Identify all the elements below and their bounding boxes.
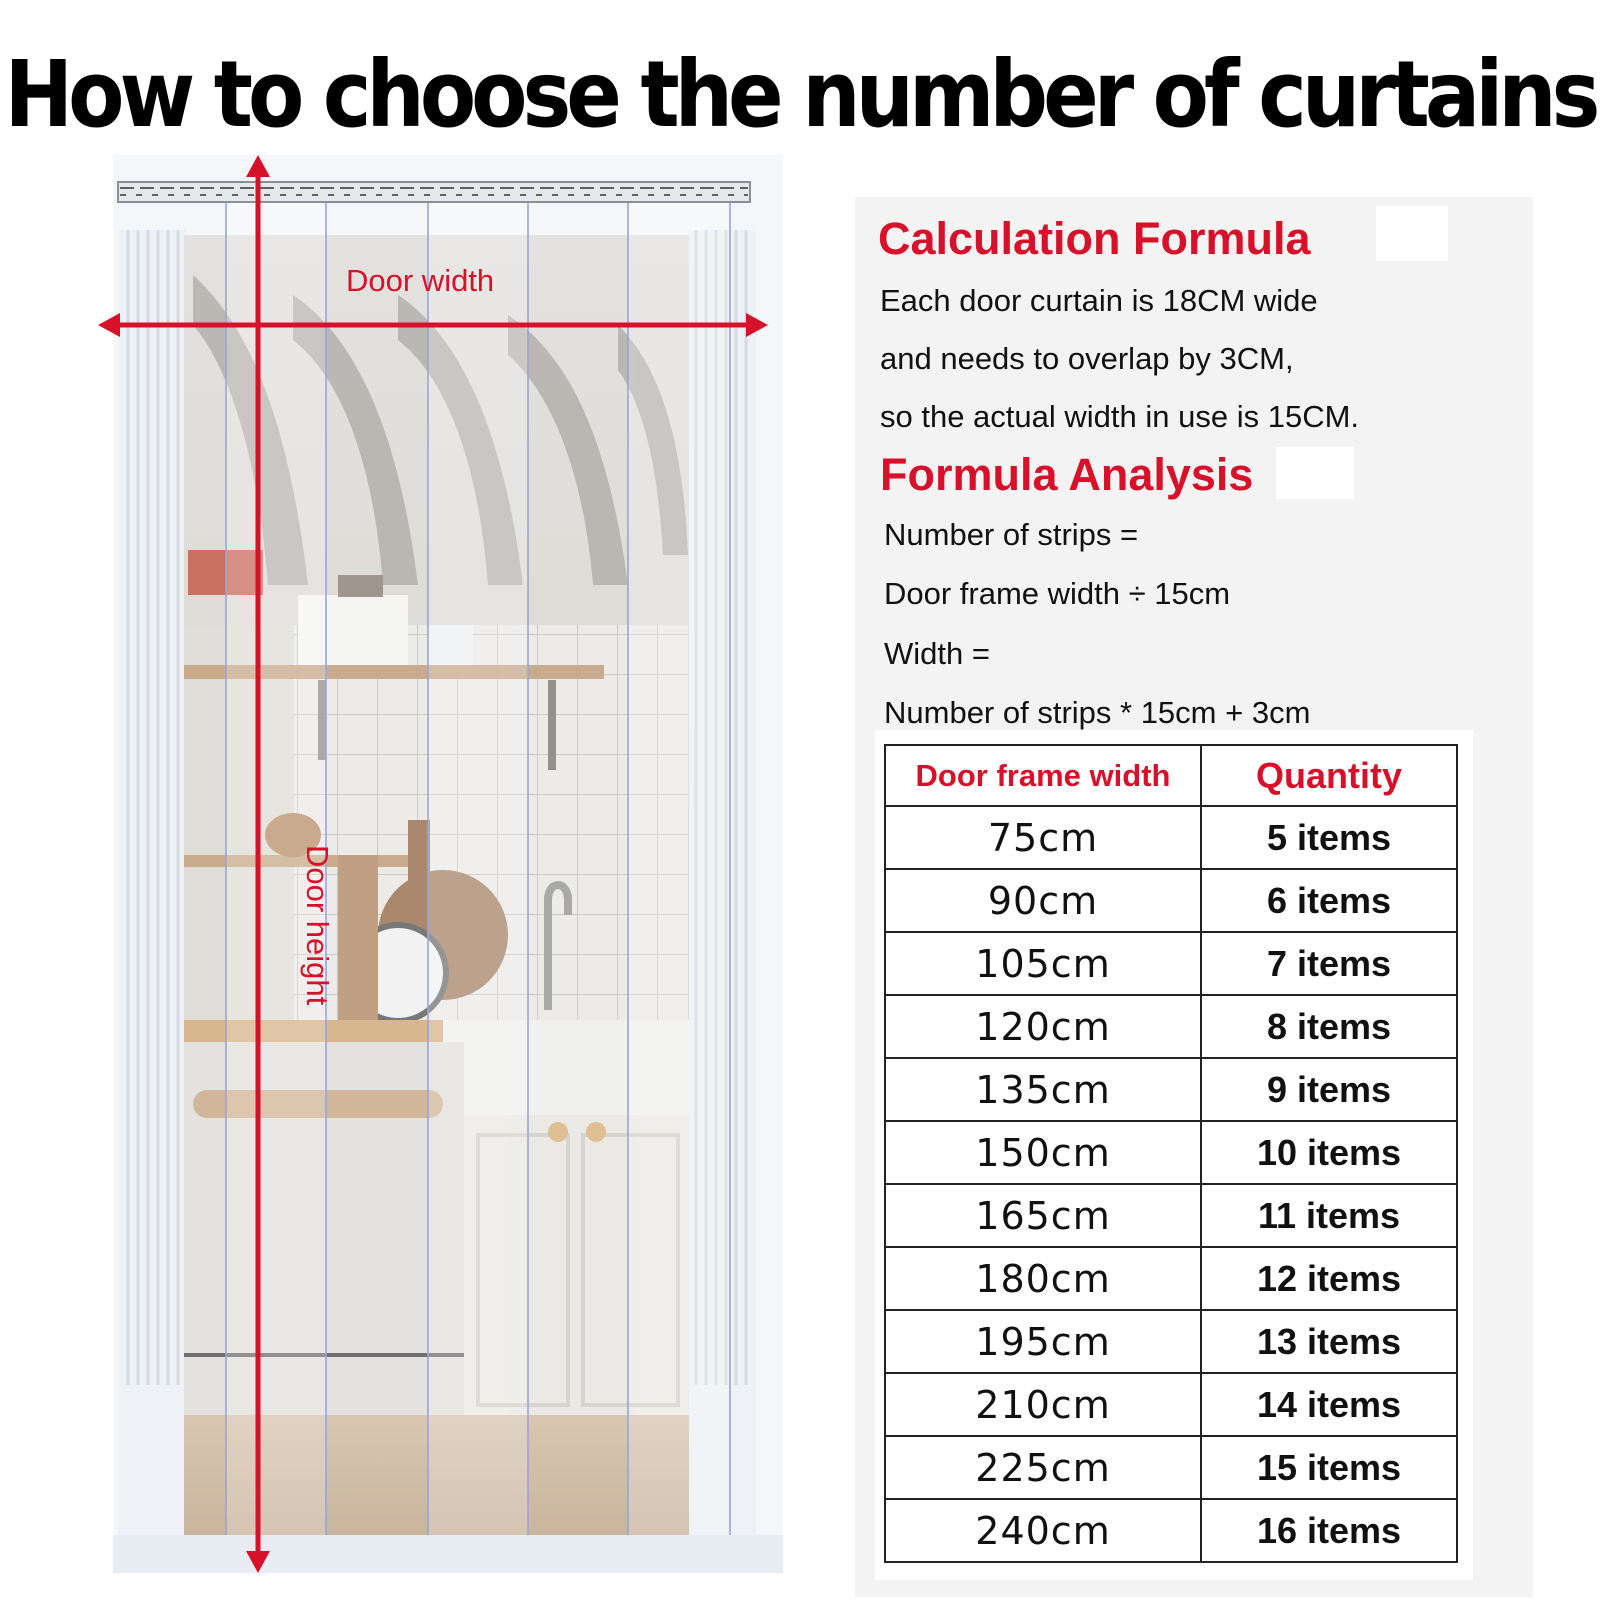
door-frame-width-cell: 195cm	[885, 1310, 1201, 1373]
door-frame-width-cell: 105cm	[885, 932, 1201, 995]
table-row	[885, 869, 1457, 932]
blank-patch	[1376, 206, 1448, 261]
quantity-cell: 7 items	[1201, 932, 1457, 995]
quantity-cell: 10 items	[1201, 1121, 1457, 1184]
table-row	[885, 932, 1457, 995]
quantity-cell: 15 items	[1201, 1436, 1457, 1499]
table-row	[885, 806, 1457, 869]
door-frame-width-cell: 135cm	[885, 1058, 1201, 1121]
header-door-frame-width: Door frame width	[885, 745, 1201, 806]
blank-patch	[1276, 447, 1354, 499]
table-row	[885, 1247, 1457, 1310]
door-frame-width-cell: 90cm	[885, 869, 1201, 932]
table-row	[885, 1184, 1457, 1247]
quantity-table	[884, 744, 1458, 1563]
quantity-cell: 14 items	[1201, 1373, 1457, 1436]
quantity-cell: 11 items	[1201, 1184, 1457, 1247]
analysis-line: Number of strips =	[884, 517, 1139, 552]
quantity-cell: 13 items	[1201, 1310, 1457, 1373]
header-quantity: Quantity	[1201, 745, 1457, 806]
table-header-row	[885, 745, 1457, 806]
calculation-line: Each door curtain is 18CM wide	[880, 283, 1318, 318]
door-frame-width-cell: 150cm	[885, 1121, 1201, 1184]
table-row	[885, 1058, 1457, 1121]
door-frame-width-cell: 240cm	[885, 1499, 1201, 1562]
door-scene-drawing	[98, 155, 788, 1573]
page-title: How to choose the number of curtains	[4, 42, 1596, 149]
calculation-formula-heading: Calculation Formula	[878, 213, 1311, 264]
quantity-cell: 9 items	[1201, 1058, 1457, 1121]
table-row	[885, 1121, 1457, 1184]
door-frame-width-cell: 210cm	[885, 1373, 1201, 1436]
door-frame-width-cell: 120cm	[885, 995, 1201, 1058]
quantity-cell: 5 items	[1201, 806, 1457, 869]
quantity-cell: 16 items	[1201, 1499, 1457, 1562]
table-row	[885, 1310, 1457, 1373]
quantity-cell: 12 items	[1201, 1247, 1457, 1310]
calculation-line: so the actual width in use is 15CM.	[880, 399, 1360, 434]
table-row	[885, 1436, 1457, 1499]
table-row	[885, 995, 1457, 1058]
door-frame-width-cell: 165cm	[885, 1184, 1201, 1247]
door-curtain-illustration	[98, 155, 788, 1573]
quantity-cell: 6 items	[1201, 869, 1457, 932]
calculation-line: and needs to overlap by 3CM,	[880, 341, 1294, 376]
formula-analysis-heading: Formula Analysis	[880, 449, 1254, 500]
door-height-label: Door height	[300, 845, 335, 1006]
door-frame-width-cell: 225cm	[885, 1436, 1201, 1499]
door-width-label: Door width	[346, 263, 495, 298]
door-frame-width-cell: 75cm	[885, 806, 1201, 869]
quantity-table-container	[875, 730, 1473, 1580]
analysis-line: Width =	[884, 636, 990, 671]
door-frame-width-cell: 180cm	[885, 1247, 1201, 1310]
analysis-line: Door frame width ÷ 15cm	[884, 576, 1231, 611]
quantity-cell: 8 items	[1201, 995, 1457, 1058]
table-row	[885, 1499, 1457, 1562]
table-row	[885, 1373, 1457, 1436]
analysis-line: Number of strips * 15cm + 3cm	[884, 695, 1311, 730]
